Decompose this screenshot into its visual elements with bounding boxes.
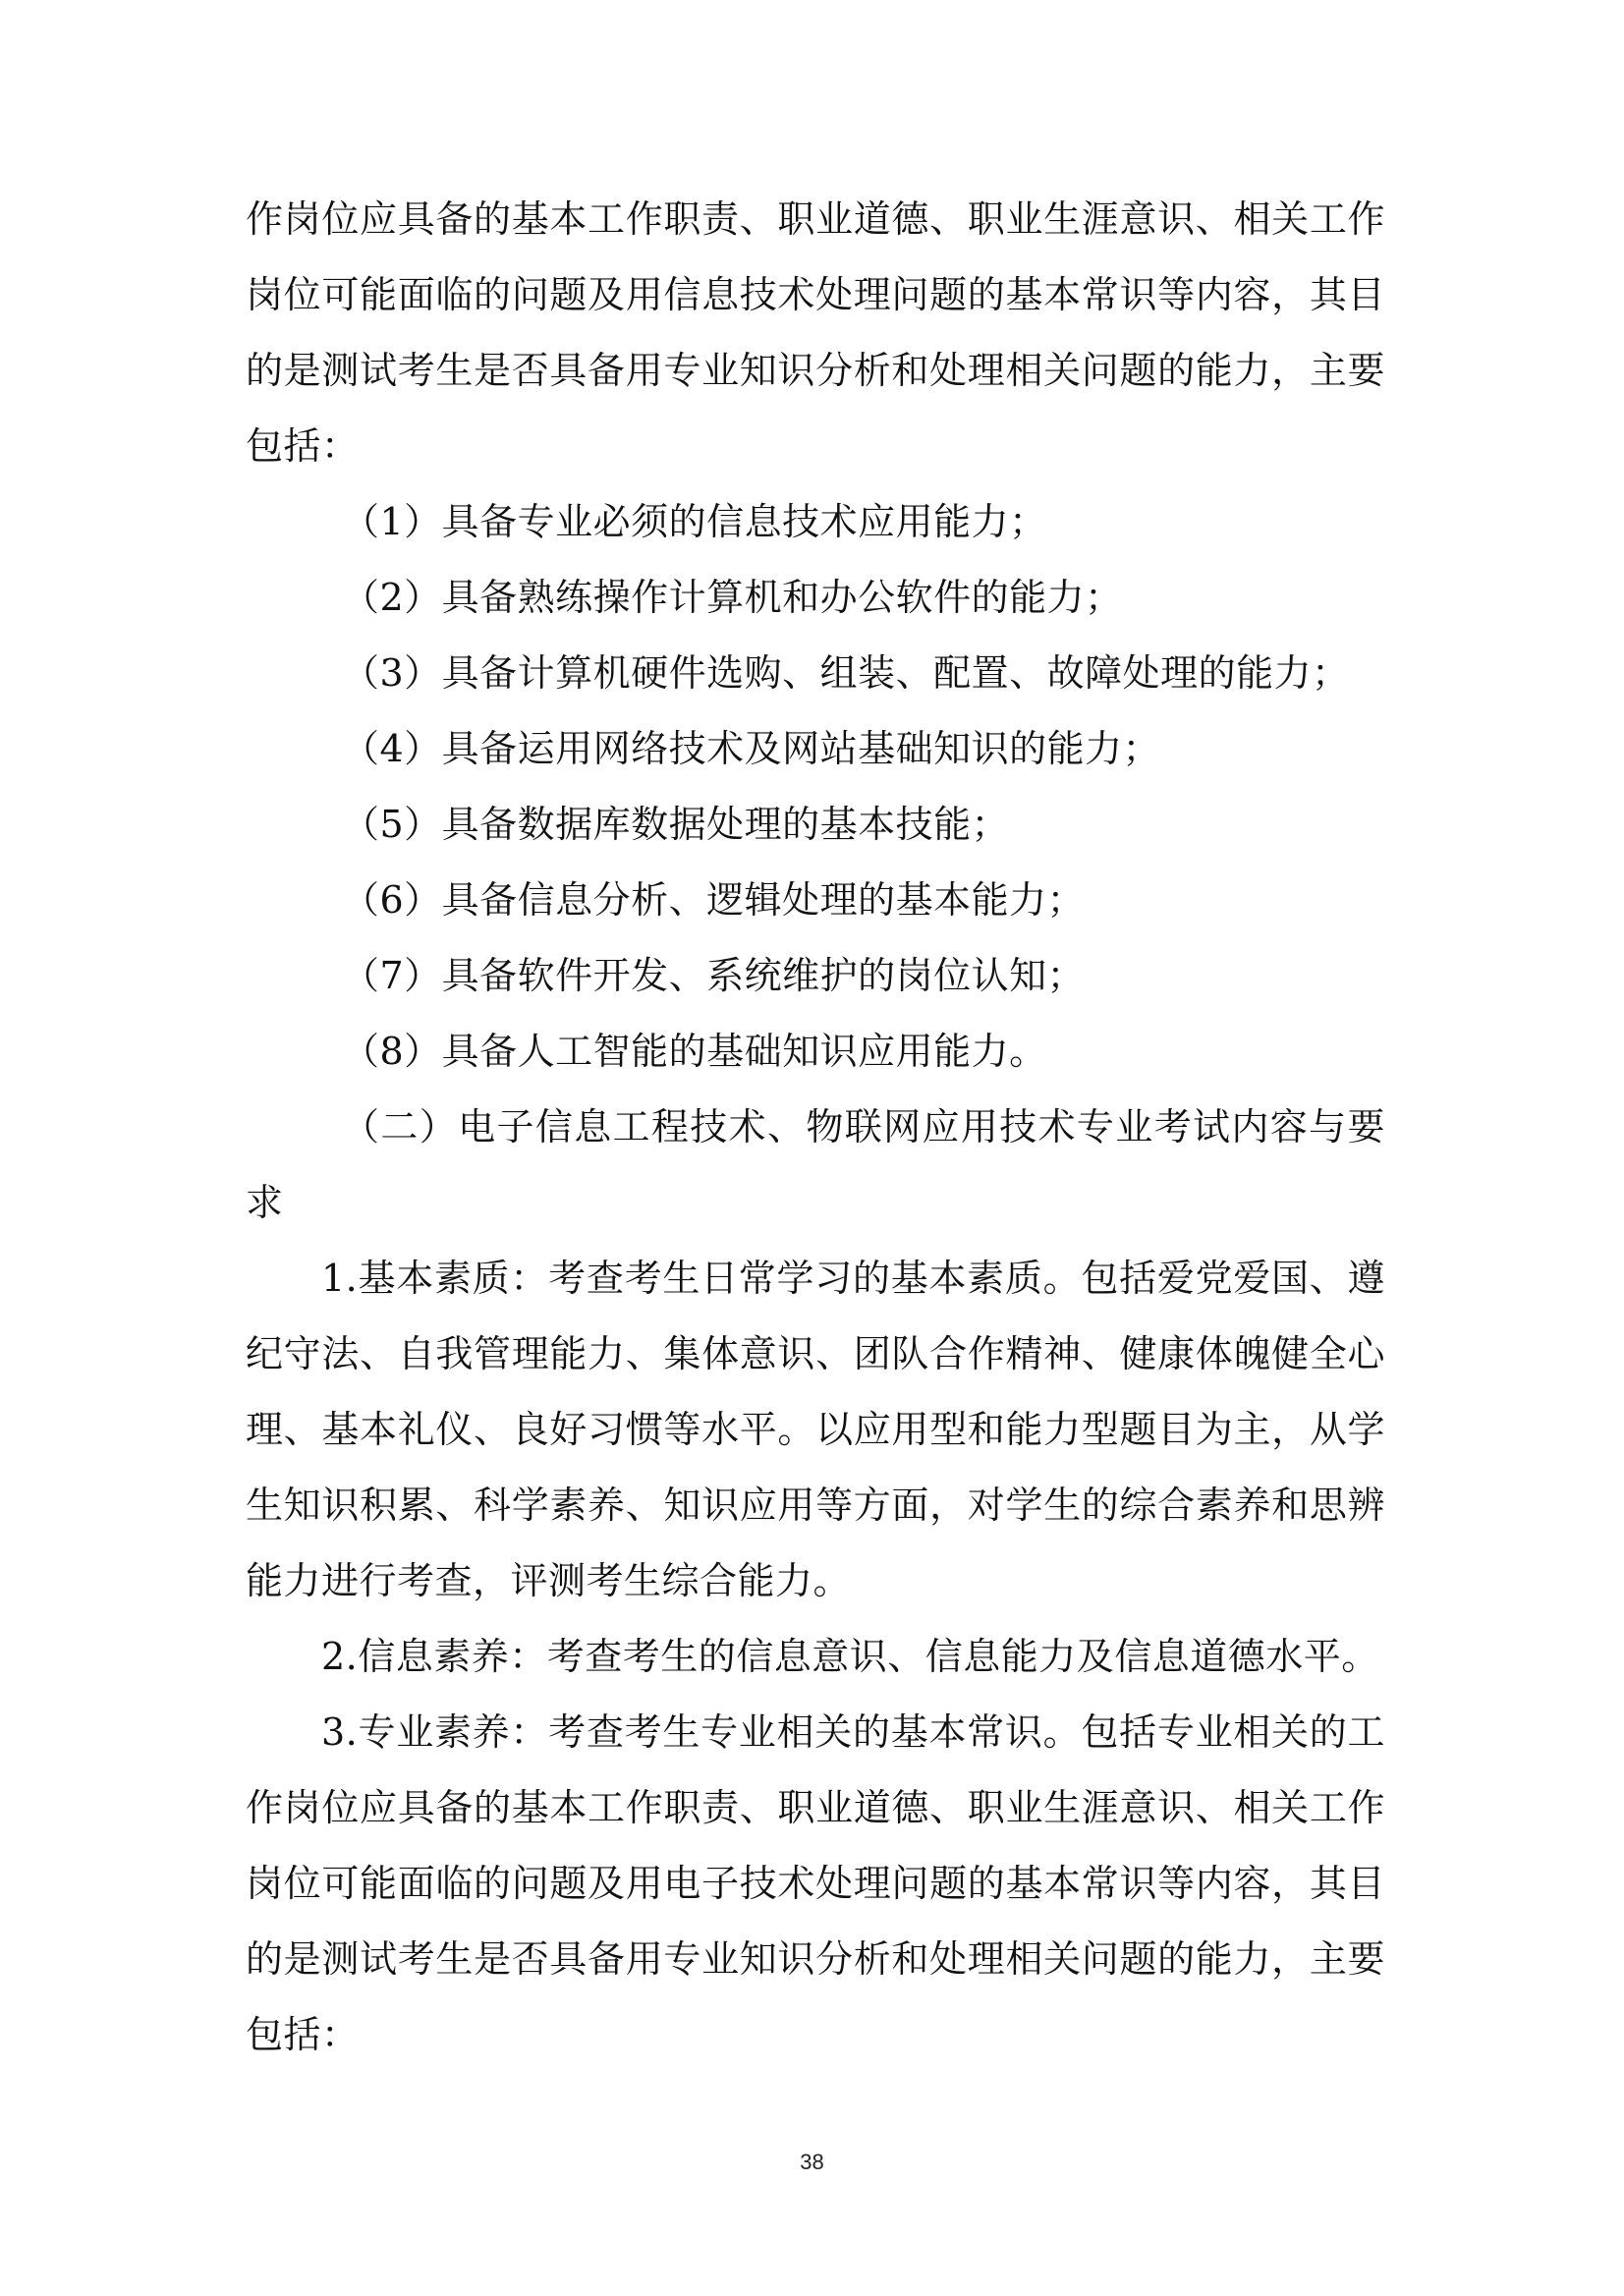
page-number: 38 (800, 2150, 824, 2174)
paragraph-line: 纪守法、自我管理能力、集体意识、团队合作精神、健康体魄健全心 (246, 1332, 1385, 1375)
paragraph-line: 的是测试考生是否具备用专业知识分析和处理相关问题的能力，主要 (246, 1937, 1385, 1981)
list-item: （7）具备软件开发、系统维护的岗位认知； (342, 954, 1086, 997)
list-item: （5）具备数据库数据处理的基本技能； (342, 803, 1010, 846)
item-professional (246, 1695, 1385, 2073)
paragraph-line: 3.专业素养：考查考生专业相关的基本常识。包括专业相关的工 (321, 1710, 1385, 1754)
paragraph-intro (246, 182, 1385, 484)
paragraph-line: 生知识积累、科学素养、知识应用等方面，对学生的综合素养和思辨 (246, 1484, 1385, 1527)
page-body (246, 182, 1385, 2073)
section-heading-line: 求 (246, 1181, 284, 1224)
paragraph-line: 包括： (246, 2013, 360, 2056)
list-item: （8）具备人工智能的基础知识应用能力。 (342, 1030, 1047, 1073)
paragraph-line: 岗位可能面临的问题及用信息技术处理问题的基本常识等内容，其目 (246, 273, 1385, 316)
paragraph-line: 包括： (246, 424, 360, 468)
list-item: （2）具备熟练操作计算机和办公软件的能力； (342, 576, 1123, 619)
paragraph-line: 作岗位应具备的基本工作职责、职业道德、职业生涯意识、相关工作 (246, 197, 1385, 241)
paragraph-line: 1.基本素质：考查考生日常学习的基本素质。包括爱党爱国、遵 (321, 1257, 1385, 1300)
section-heading-line: （二）电子信息工程技术、物联网应用技术专业考试内容与要 (342, 1105, 1385, 1148)
list-item: （6）具备信息分析、逻辑处理的基本能力； (342, 878, 1086, 922)
item-info-literacy (246, 1619, 1385, 1695)
list-item: （1）具备专业必须的信息技术应用能力； (342, 500, 1047, 543)
ability-list (246, 484, 1385, 1090)
paragraph-line: 能力进行考查，评测考生综合能力。 (246, 1559, 852, 1602)
list-item: （4）具备运用网络技术及网站基础知识的能力； (342, 727, 1161, 770)
list-item: （3）具备计算机硬件选购、组装、配置、故障处理的能力； (342, 651, 1350, 695)
paragraph-line: 理、基本礼仪、良好习惯等水平。以应用型和能力型题目为主，从学 (246, 1408, 1385, 1451)
paragraph-line: 的是测试考生是否具备用专业知识分析和处理相关问题的能力，主要 (246, 349, 1385, 392)
paragraph-line: 作岗位应具备的基本工作职责、职业道德、职业生涯意识、相关工作 (246, 1786, 1385, 1829)
item-basic-quality (246, 1241, 1385, 1619)
paragraph-line: 2.信息素养：考查考生的信息意识、信息能力及信息道德水平。 (321, 1635, 1379, 1678)
paragraph-line: 岗位可能面临的问题及用电子技术处理问题的基本常识等内容，其目 (246, 1862, 1385, 1905)
section-heading (246, 1090, 1385, 1241)
